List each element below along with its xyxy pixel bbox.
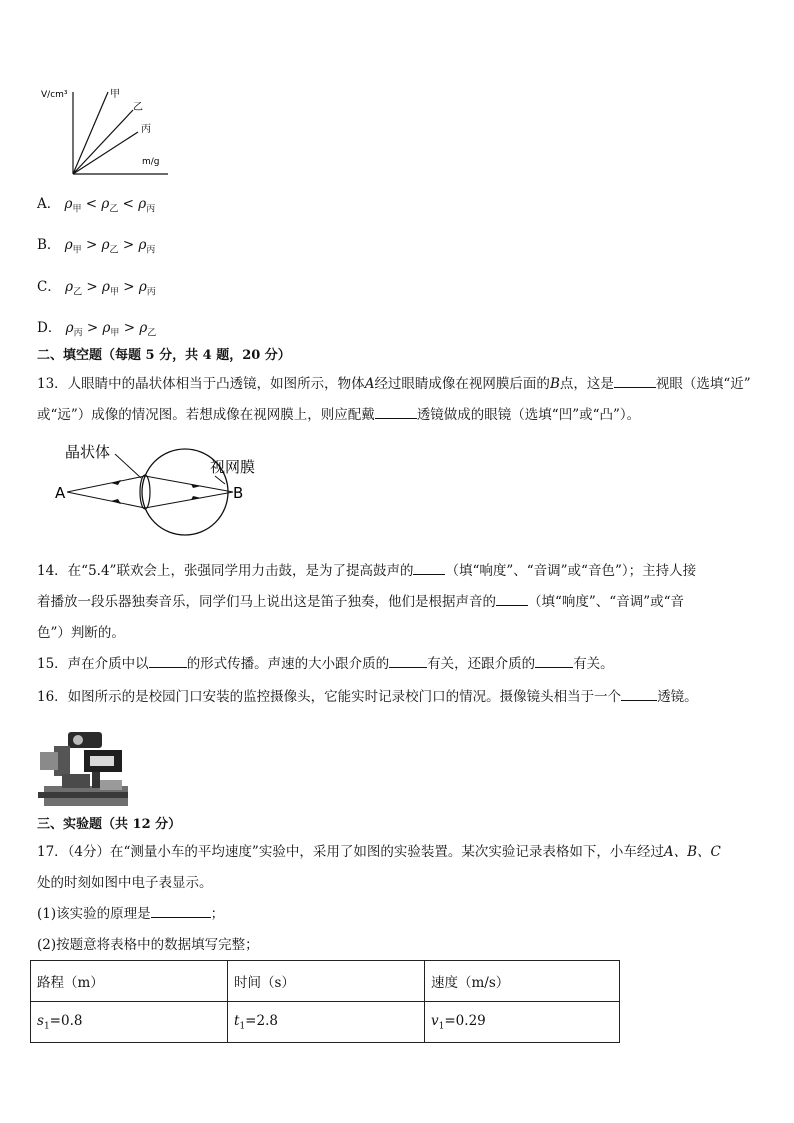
option-d: D． $\rho_丙 > \rho_甲 > \rho_乙$	[37, 320, 157, 339]
answer-blank[interactable]	[375, 405, 417, 419]
question-17-line2: 处的时刻如图中电子表显示。	[37, 875, 213, 891]
table-row	[31, 1002, 620, 1043]
question-15: 15．声在介质中以 的形式传播。声速的大小跟介质的 有关，还跟介质的 有关。	[37, 656, 614, 672]
retina-pointer	[215, 476, 225, 484]
question-14-line1: 14．在“5.4”联欢会上，张强同学用力击鼓，是为了提高鼓声的 （填“响度”、“音调”或“音色”）；主持人接	[37, 563, 697, 579]
header-speed: 速度（m/s）	[425, 961, 620, 1002]
section3-title: 三、实验题（共 12 分）	[37, 817, 182, 832]
option-a: A． $\rho_甲 < \rho_乙 < \rho_丙$	[37, 196, 156, 215]
line-label-yi: 乙	[133, 102, 143, 113]
answer-blank[interactable]	[389, 654, 427, 668]
eye-diagram	[55, 440, 275, 545]
ray-upper-in	[67, 476, 145, 492]
arrow-upper-out	[191, 484, 201, 488]
cell-speed: $v_1=0.29$	[425, 1002, 620, 1043]
question-14-line2: 着播放一段乐器独奏音乐，同学们马上说出这是笛子独奏，他们是根据声音的 （填“响度”、“音调”或“音	[37, 594, 685, 610]
question-17-sub1: (1)该实验的原理是 ；	[37, 906, 225, 922]
surveillance-camera-image	[38, 726, 128, 806]
lens-pointer	[115, 454, 141, 478]
option-b: B． $\rho_甲 > \rho_乙 > \rho_丙$	[37, 237, 156, 256]
point-b-label: B	[233, 484, 244, 502]
line-label-bing: 丙	[141, 124, 151, 135]
answer-blank[interactable]	[151, 904, 211, 918]
question-17-sub2: (2)按题意将表格中的数据填写完整；	[37, 937, 259, 953]
answer-blank[interactable]	[149, 654, 187, 668]
y-axis-label: V/cm³	[41, 90, 68, 100]
answer-blank[interactable]	[413, 561, 445, 575]
line-bing	[73, 132, 138, 174]
ray-lower-out	[145, 492, 233, 508]
line-label-jia: 甲	[110, 89, 120, 100]
lens-label: 晶状体	[65, 443, 111, 461]
retina-label: 视网膜	[210, 458, 256, 476]
arrow-lower-out	[191, 496, 201, 500]
question-17-line1: 17．（4分）在“测量小车的平均速度”实验中，采用了如图的实验装置。某次实验记录表格如下，小车经过A、B、C	[37, 844, 721, 860]
x-axis-label: m/g	[142, 157, 160, 167]
line-yi	[73, 110, 133, 174]
option-c: C． $\rho_乙 > \rho_甲 > \rho_丙$	[37, 279, 156, 298]
header-time: 时间（s）	[228, 961, 425, 1002]
answer-blank[interactable]	[621, 687, 657, 701]
point-a-label: A	[55, 484, 66, 502]
line-jia	[73, 92, 108, 174]
data-table	[30, 960, 620, 1043]
question-16: 16．如图所示的是校园门口安装的监控摄像头，它能实时记录校门口的情况。摄像镜头相当于一个 透镜。	[37, 689, 698, 705]
ray-upper-out	[145, 476, 233, 492]
header-distance: 路程（m）	[31, 961, 228, 1002]
question-13-line2: 或“远”）成像的情况图。若想成像在视网膜上，则应配戴 透镜做成的眼镜（选填“凹”或“凸”）。	[37, 407, 641, 423]
question-14-line3: 色”）判断的。	[37, 625, 125, 641]
answer-blank[interactable]	[496, 592, 528, 606]
cell-time: $t_1=2.8$	[228, 1002, 425, 1043]
ray-lower-in	[67, 492, 145, 508]
question-13-line1: 13．人眼睛中的晶状体相当于凸透镜，如图所示，物体A经过眼睛成像在视网膜后面的B点，这是 视眼（选填“近”	[37, 376, 751, 392]
table-header-row	[31, 961, 620, 1002]
cell-distance: $s_1=0.8$	[31, 1002, 228, 1043]
answer-blank[interactable]	[535, 654, 573, 668]
section2-title: 二、填空题（每题 5 分，共 4 题，20 分）	[37, 348, 291, 363]
volume-mass-graph	[38, 82, 178, 182]
answer-blank[interactable]	[614, 374, 656, 388]
